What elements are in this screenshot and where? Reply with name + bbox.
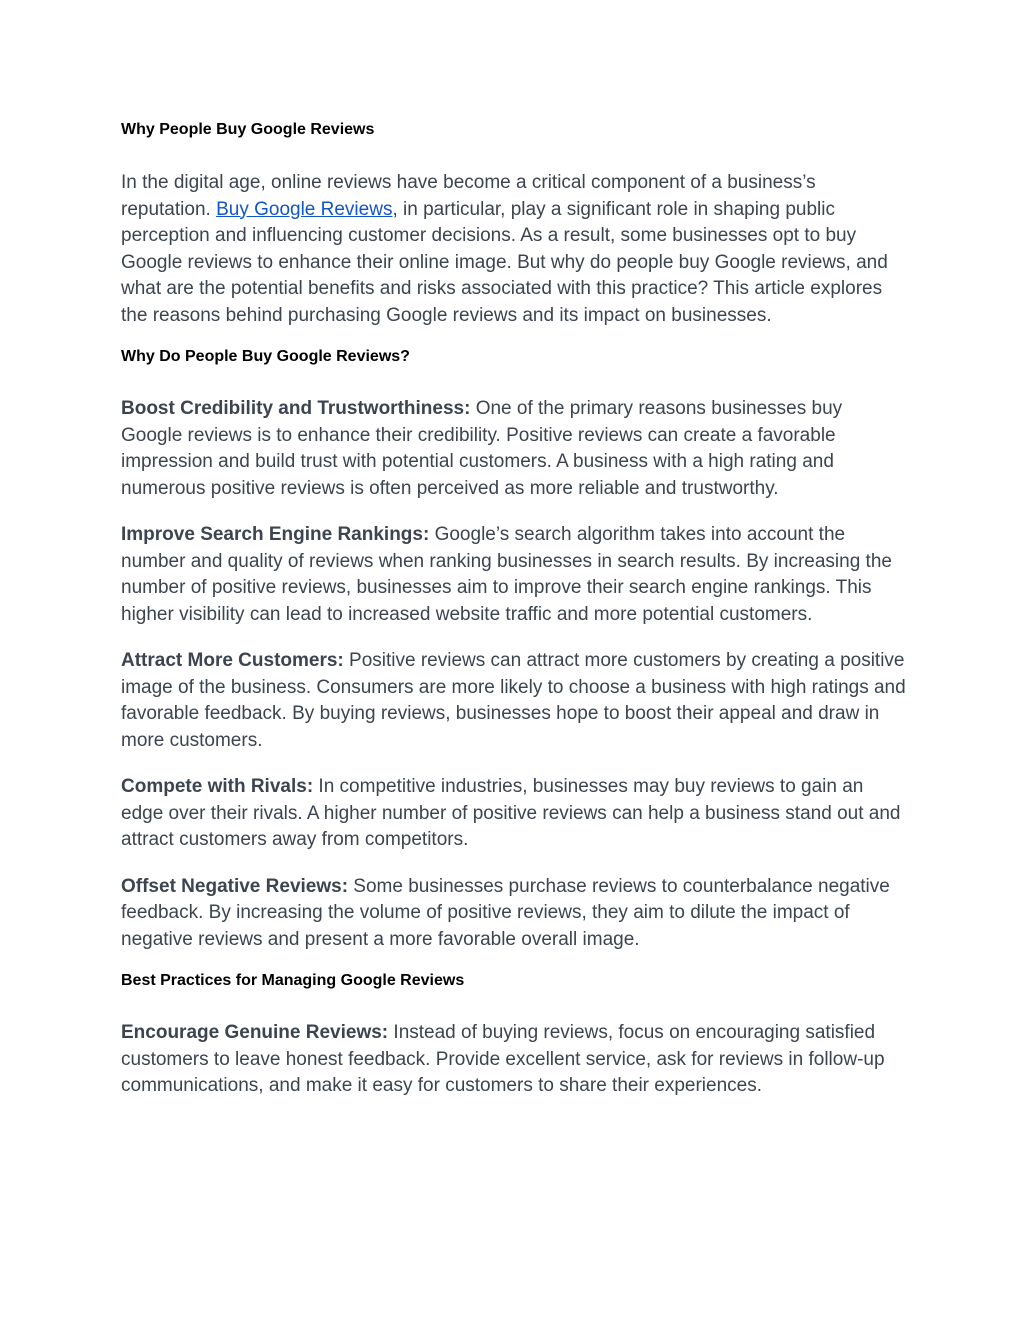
reason-text: Some businesses purchase reviews to counterbalance negative feedback. By increasing the volume of positive reviews, they aim to dilute the impact of negative reviews and present a more favorable overall image.	[121, 875, 890, 950]
buy-google-reviews-link[interactable]: Buy Google Reviews	[216, 198, 393, 220]
document-page	[121, 118, 906, 1100]
reason-paragraph	[121, 522, 906, 628]
practice-paragraph	[121, 1020, 906, 1100]
reason-text: Positive reviews can attract more customers by creating a positive image of the business. Consumers are more likely to choose a business with high ratings and favorable feedback. By buying reviews, businesses hope to boost their appeal and draw in more customers.	[121, 650, 906, 751]
reason-text: Google’s search algorithm takes into account the number and quality of reviews when ranking businesses in search results. By increasing the number of positive reviews, businesses aim to improve their search engine rankings. This higher visibility can lead to increased website traffic and more potential customers.	[121, 524, 892, 625]
intro-text-after-link: , in particular, play a significant role in shaping public perception and influencing customer decisions. As a result, some businesses opt to buy Google reviews to enhance their online image. But why do people buy Google reviews, and what are the potential benefits and risks associated with this practice? This article explores the reasons behind purchasing Google reviews and its impact on businesses.	[121, 198, 888, 326]
reason-label: Attract More Customers:	[121, 650, 344, 671]
practice-text: Instead of buying reviews, focus on encouraging satisfied customers to leave honest feedback. Provide excellent service, ask for reviews in follow-up communications, and make it easy for customers to share their experiences.	[121, 1022, 885, 1096]
practice-label: Encourage Genuine Reviews:	[121, 1022, 389, 1043]
intro-paragraph	[121, 170, 906, 329]
section-heading-why: Why Do People Buy Google Reviews?	[121, 348, 410, 365]
reason-text: In competitive industries, businesses may buy reviews to gain an edge over their rivals. A higher number of positive reviews can help a business stand out and attract customers away from competitors.	[121, 776, 901, 850]
reason-paragraph	[121, 396, 906, 502]
reason-paragraph	[121, 874, 906, 954]
reason-label: Improve Search Engine Rankings:	[121, 524, 430, 545]
reason-label: Compete with Rivals:	[121, 776, 314, 797]
reason-label: Boost Credibility and Trustworthiness:	[121, 398, 471, 419]
intro-text-before-link: In the digital age, online reviews have become a critical component of a business’s reputation.	[121, 172, 816, 220]
reason-label: Offset Negative Reviews:	[121, 875, 349, 897]
reason-text: One of the primary reasons businesses buy Google reviews is to enhance their credibility. Positive reviews can create a favorable impression and build trust with potential customers. A business with a high rating and numerous positive reviews is often perceived as more reliable and trustworthy.	[121, 398, 843, 499]
document-title: Why People Buy Google Reviews	[121, 121, 375, 138]
reason-paragraph	[121, 648, 906, 754]
reason-paragraph	[121, 774, 906, 854]
section-heading-best-practices: Best Practices for Managing Google Reviews	[121, 972, 465, 989]
